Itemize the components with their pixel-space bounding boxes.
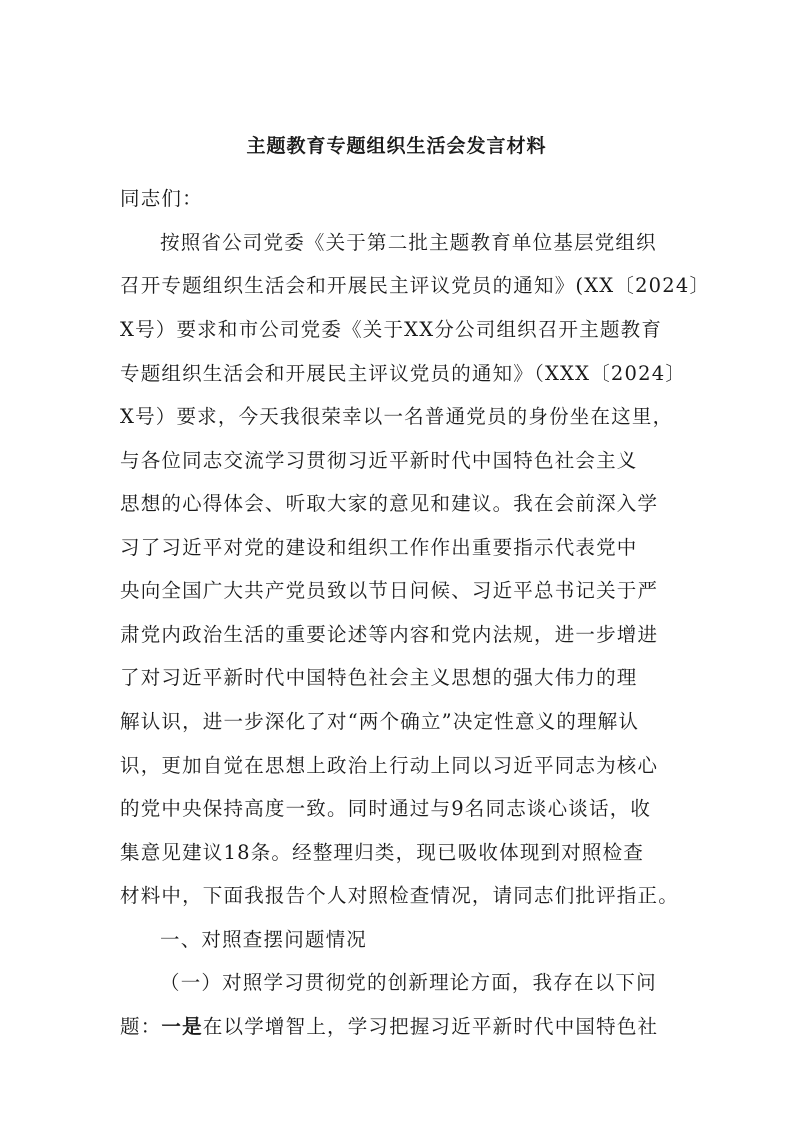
- paragraph-line: 材料中，下面我报告个人对照检查情况，请同志们批评指正。: [120, 884, 679, 907]
- paragraph-line: 专题组织生活会和开展民主评议党员的通知》（XXX〔2024〕: [120, 362, 687, 385]
- paragraph-line: X号）要求，今天我很荣幸以一名普通党员的身份坐在这里，: [120, 405, 674, 428]
- paragraph-line-last: [120, 1017, 680, 1037]
- paragraph-line: 解认识，进一步深化了对“两个确立”决定性意义的理解认: [120, 710, 640, 733]
- paragraph-line: 的党中央保持高度一致。同时通过与9名同志谈心谈话，收: [120, 797, 652, 820]
- subsection-heading: （一）对照学习贯彻党的创新理论方面，我存在以下问: [160, 971, 657, 994]
- last-line-rest: 在以学增智上，学习把握习近平新时代中国特色社: [202, 1015, 659, 1038]
- paragraph-line: 集意见建议18条。经整理归类，现已吸收体现到对照检查: [120, 841, 645, 864]
- paragraph-line: 肃党内政治生活的重要论述等内容和党内法规，进一步增进: [120, 623, 659, 646]
- paragraph-line: 了对习近平新时代中国特色社会主义思想的强大伟力的理: [120, 666, 638, 689]
- paragraph-line: 识，更加自觉在思想上政治上行动上同以习近平同志为核心: [120, 754, 659, 777]
- document-title: 主题教育专题组织生活会发言材料: [246, 135, 547, 157]
- paragraph-line: 思想的心得体会、听取大家的意见和建议。我在会前深入学: [120, 492, 659, 515]
- paragraph-line: 召开专题组织生活会和开展民主评议党员的通知》(XX〔2024〕: [120, 274, 711, 297]
- paragraph-line: 按照省公司党委《关于第二批主题教育单位基层党组织: [160, 231, 657, 254]
- paragraph-line: 与各位同志交流学习贯彻习近平新时代中国特色社会主义: [120, 449, 638, 472]
- paragraph-line: X号）要求和市公司党委《关于XX分公司组织召开主题教育: [120, 318, 663, 341]
- paragraph-line: 习了习近平对党的建设和组织工作作出重要指示代表党中: [120, 536, 638, 559]
- emphasis-first: 一是: [161, 1015, 203, 1038]
- section-heading: 一、对照查摆问题情况: [160, 928, 368, 951]
- paragraph-line: 央向全国广大共产党员致以节日问候、习近平总书记关于严: [120, 579, 659, 602]
- last-line-prefix: 题：: [120, 1015, 162, 1038]
- salutation: 同志们：: [120, 187, 203, 210]
